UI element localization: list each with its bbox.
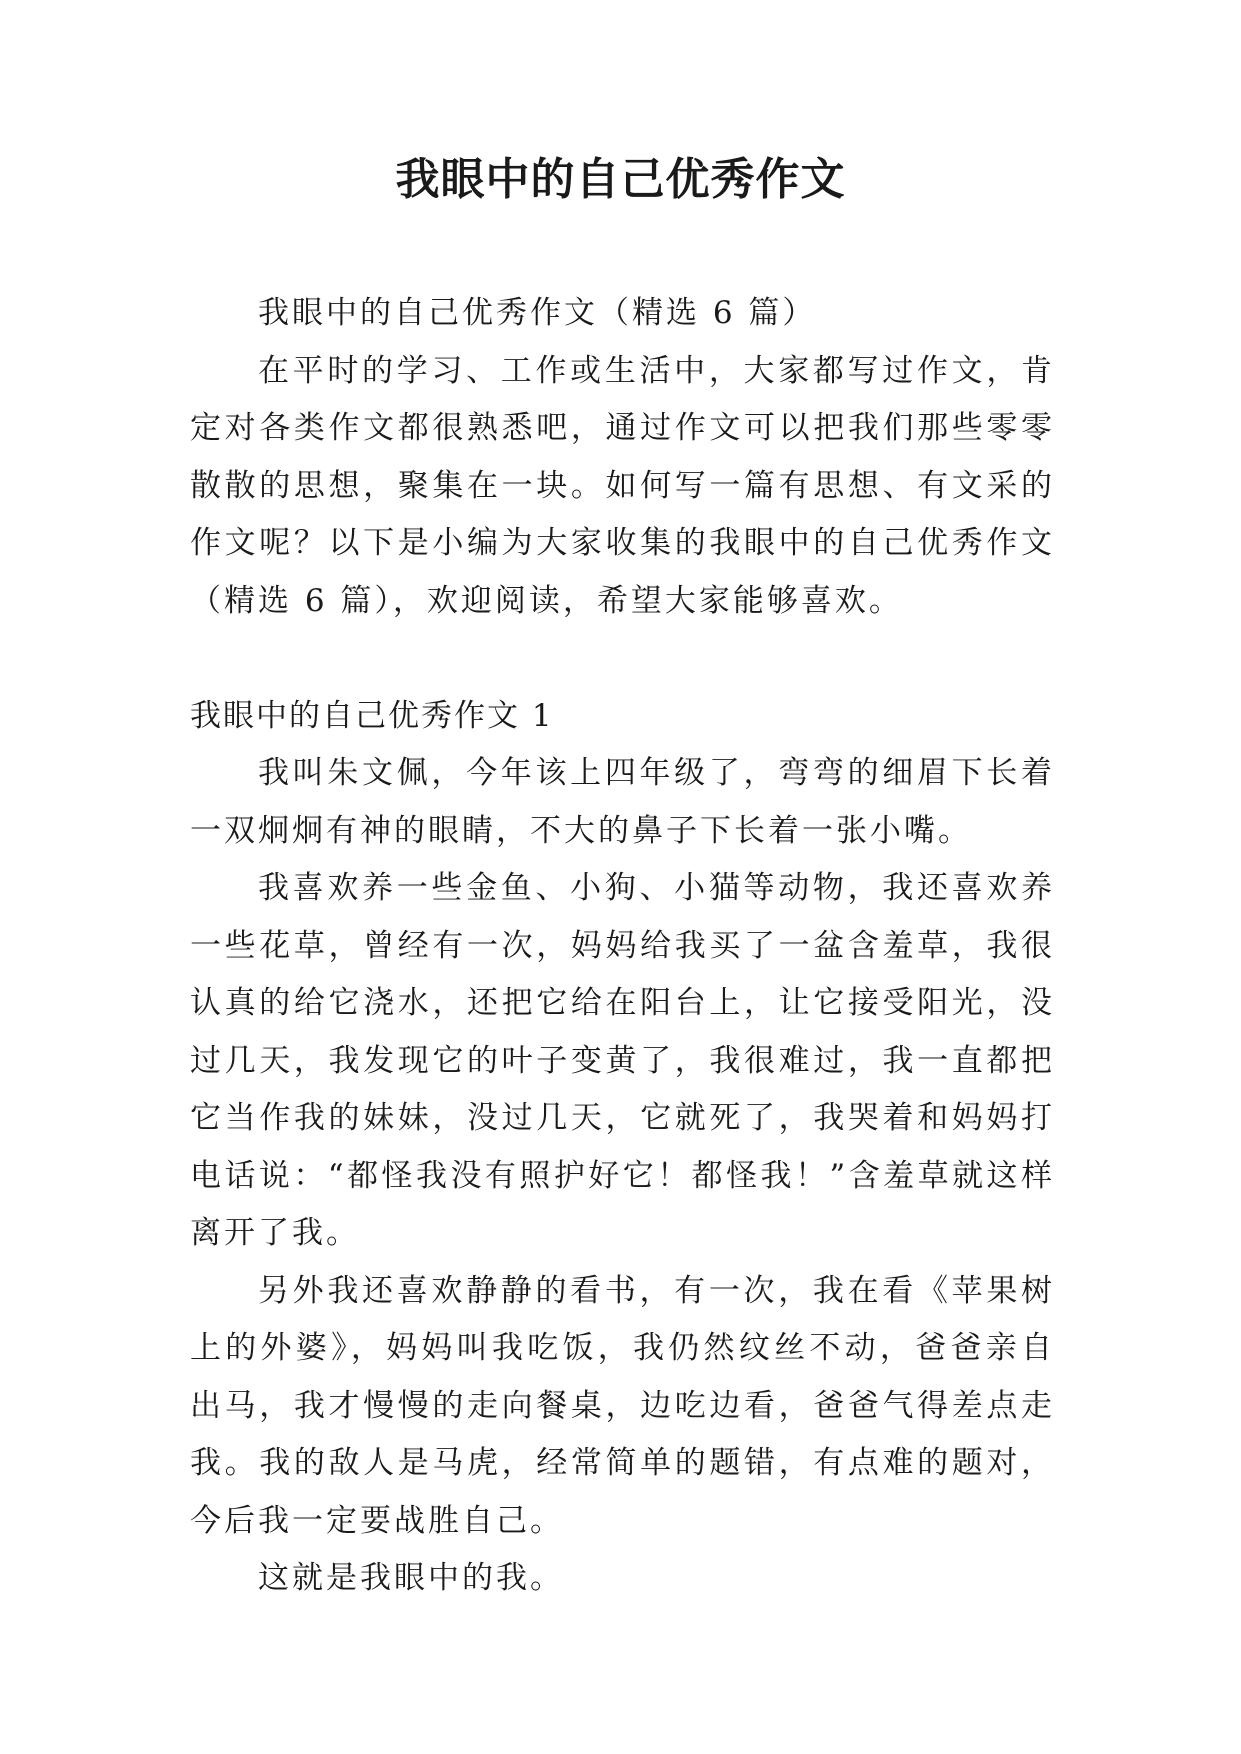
paragraph-2: 我喜欢养一些金鱼、小狗、小猫等动物，我还喜欢养一些花草，曾经有一次，妈妈给我买了一盆含羞草，我很认真的给它浇水，还把它给在阳台上，让它接受阳光，没过几天，我发现它的叶子变黄了，我很难过，我一直都把它当作我的妹妹，没过几天，它就死了，我哭着和妈妈打电话说：“都怪我没有照护好它！都怪我！”含羞草就这样离开了我。 bbox=[190, 870, 1055, 1251]
section-heading: 我眼中的自己优秀作文 1 bbox=[190, 697, 554, 734]
intro-paragraph: 在平时的学习、工作或生活中，大家都写过作文，肯定对各类作文都很熟悉吧，通过作文可以把我们那些零零散散的思想，聚集在一块。如何写一篇有思想、有文采的作文呢？以下是小编为大家收集的我眼中的自己优秀作文（精选 6 篇），欢迎阅读，希望大家能够喜欢。 bbox=[190, 352, 1055, 619]
section-spacer bbox=[190, 630, 1055, 688]
document-body bbox=[190, 285, 1055, 1608]
paragraph-1: 我叫朱文佩，今年该上四年级了，弯弯的细眉下长着一双炯炯有神的眼睛，不大的鼻子下长着一张小嘴。 bbox=[190, 755, 1055, 849]
paragraph-3: 另外我还喜欢静静的看书，有一次，我在看《苹果树上的外婆》，妈妈叫我吃饭，我仍然纹丝不动，爸爸亲自出马，我才慢慢的走向餐桌，边吃边看，爸爸气得差点走我。我的敌人是马虎，经常简单的题错，有点难的题对，今后我一定要战胜自己。 bbox=[190, 1272, 1055, 1539]
subtitle: 我眼中的自己优秀作文（精选 6 篇） bbox=[258, 295, 817, 331]
paragraph-4: 这就是我眼中的我。 bbox=[258, 1560, 564, 1596]
document-title: 我眼中的自己优秀作文 bbox=[395, 154, 846, 205]
